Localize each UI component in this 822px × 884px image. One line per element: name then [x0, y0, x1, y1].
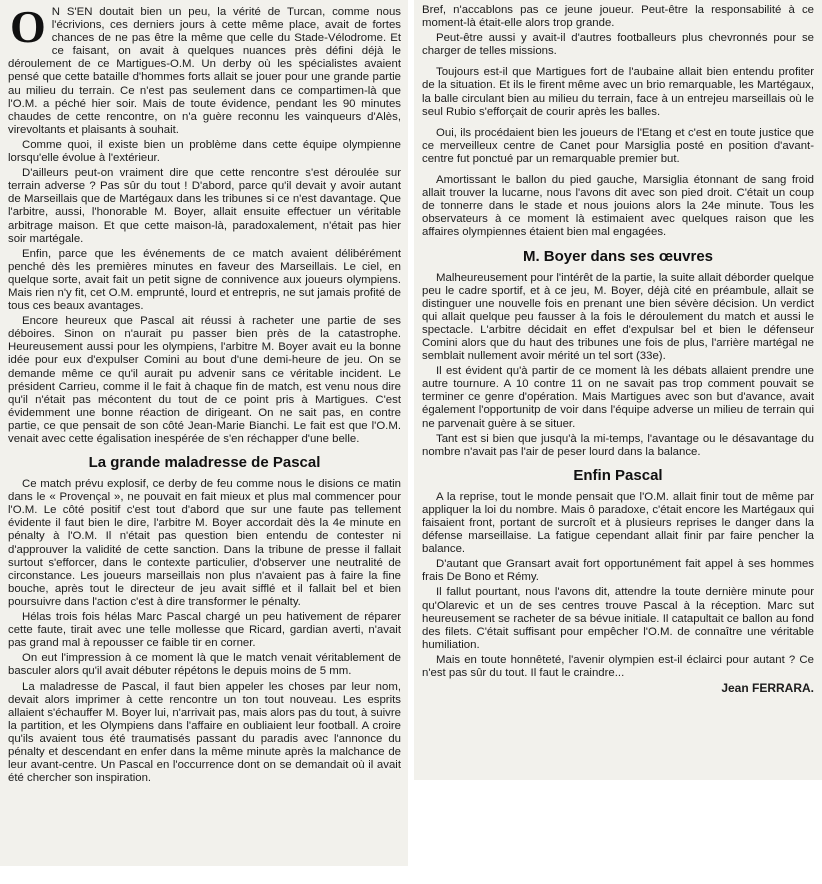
article-column-right	[414, 0, 822, 780]
section-heading: Enfin Pascal	[573, 466, 663, 484]
article-paragraph: A la reprise, tout le monde pensait que l'O.M. allait finir tout de même par appliquer la loi du nombre. Mais ô paradoxe, c'était encore les Martégaux qui faisaient front, portant de surcroît et à plusieurs reprises le danger dans la défense marseillaise. La fatigue cependant allait finir par faire pencher la balance.	[422, 490, 814, 556]
article-paragraph: Il fallut pourtant, nous l'avons dit, attendre la toute dernière minute pour qu'Olarevic et un de ses centres trouve Pascal à la réception. Marc sut heureusement se racheter de sa bévue initiale. Il catapultait ce ballon au fond des filets. C'était suffisant pour empêcher l'O.M. de connaître une véritable humiliation.	[422, 586, 814, 651]
article-paragraph: Enfin, parce que les événements de ce match avaient délibérément penché dès les premières minutes en faveur des Marseillais. Le ciel, en quelque sorte, avait fait un petit signe de connivence aux joueurs olympiens. Mais rien n'y fit, cet O.M. emprunté, lourd et entrepris, ne sut jamais profité de tous ces beaux avantages.	[8, 247, 401, 313]
article-paragraph: Comme quoi, il existe bien un problème dans cette équipe olympienne lorsqu'elle évolue à l'extérieur.	[8, 138, 401, 165]
paragraph-text: N S'EN doutait bien un peu, la vérité de Turcan, comme nous l'écrivions, ces derniers jours à cette même place, avait de fortes chances de ne pas être la même que celle du Stade-Vélodrome. Et ce faisant, on avait à quelques nuances près défini déjà le déroulement de ce Martigues-O.M. Un derby où les spécialistes avaient pensé que cette bataille d'hommes forts allait se jouer pour une grande partie au milieu du terrain. Ce n'est pas seulement dans ce compartimen-là que l'O.M. a péché hier soir. Mais de toute évidence, pendant les 90 minutes chaudes de cette rencontre, on n'a guère reconnu les vainqueurs d'Alès, virevoltants et plaisants à souhait.	[8, 6, 401, 136]
section-heading: La grande maladresse de Pascal	[88, 454, 321, 472]
article-paragraph: Tant est si bien que jusqu'à la mi-temps, l'avantage ou le désavantage du nombre n'avait pas l'air de peser lourd dans la balance.	[422, 432, 814, 458]
author-signature: Jean FERRARA.	[721, 681, 814, 696]
article-paragraph: D'ailleurs peut-on vraiment dire que cette rencontre s'est déroulée sur terrain adverse ? Pas sûr du tout ! D'abord, parce qu'il devait y avoir autant de Marseillais que de Martégaux dans les tribunes si ce n'est davantage. Que l'arbitre, aussi, l'honorable M. Boyer, allait ensuite effectuer un véritable arbitrage maison. Et que cette maison-là, paradoxalement, n'était pas hier soir martégale.	[8, 167, 401, 245]
article-paragraph: La maladresse de Pascal, il faut bien appeler les choses par leur nom, devait alors imprimer à cette rencontre un ton tout nouveau. Les esprits allaient s'échauffer M. Boyer lui, n'arrivait pas, mais alors pas du tout, à suivre la partition, et les Olympiens dans l'affaire en oubliaient leur football. A croire qu'ils avaient tous été traumatisés passant du paradis avec l'annonce du pénalty et descendant en enfer dans la même minute après la malchance de leur avant-centre. Un Pascal en l'occurrence dont on se demandait où il avait été chercher son inspiration.	[8, 680, 401, 785]
section-heading: M. Boyer dans ses œuvres	[522, 247, 714, 265]
article-paragraph: On eut l'impression à ce moment là que le match venait véritablement de basculer alors qu'il avait débuter répétons le depuis moins de 5 mm.	[8, 652, 401, 678]
article-paragraph: Hélas trois fois hélas Marc Pascal chargé un peu hativement de réparer cette faute, tirait avec une telle mollesse que Ricard, gardian averti, n'avait pas grand mal à repousser ce faible tir en corner.	[8, 611, 401, 650]
article-paragraph: Il est évident qu'à partir de ce moment là les débats allaient prendre une autre tournure. A 10 contre 11 on ne savait pas trop comment pouvait se terminer ce genre d'opération. Mais Martigues avec son but d'avance, avait également l'opportunitp de voir dans l'équipe adverse un milieu de terrain qui ne parvenait guère à se situer.	[422, 365, 814, 430]
article-paragraph: D'autant que Gransart avait fort opportunément fait appel à ses hommes frais De Bono et Rémy.	[422, 558, 814, 584]
article-paragraph: Ce match prévu explosif, ce derby de feu comme nous le disions ce matin dans le « Provençal », ne pouvait en fait mieux et plus mal commencer pour l'O.M. Le côté positif c'est tout d'abord que sur une faute pas tellement évidente il faut bien le dire, l'arbitre M. Boyer accordait dès la 4e minute en pénalty à l'O.M. Il n'était pas question bien entendu de contester ni d'approuver la validité de cette sanction. Dans la tribune de presse il fallait surtout s'efforcer, dans le contexte particulier, d'observer une neutralité de circonstance. Les joueurs marseillais non plus n'avaient pas à faire la fine bouche, après tout le directeur de jeu avait sifflé et il fallait bel et bien poursuivre dans l'action c'est à dire transformer le pénalty.	[8, 478, 401, 608]
article-paragraph: Peut-être aussi y avait-il d'autres footballeurs plus chevronnés pour se charger de telles missions.	[422, 32, 814, 58]
article-paragraph: Malheureusement pour l'intérêt de la partie, la suite allait déborder quelque peu le cadre sportif, et à ce jeu, M. Boyer, déjà cité en préambule, allait se distinguer une nouvelle fois en prenant une bien sévère décision. Un verdict qui allait quelque peu fausser à la fois le déroulement du match et aussi le spectacle. L'arbitre décidait en effet d'expulsar bel et bien le défenseur Comini alors que du haut des tribunes une fois de plus, l'arrière martégal ne semblait nullement avoir mérité un tel sort (33e).	[422, 271, 814, 363]
article-paragraph: Amortissant le ballon du pied gauche, Marsiglia étonnant de sang froid allait trouver la lucarne, nous l'avons dit avec son pied droit. C'était un coup de tonnerre dans le stade et nous jouions alors la 24e minute. Tous les observateurs à ce moment là estimaient avec quelques raison que les affaires olympiennes étaient bien mal engagées.	[422, 174, 814, 239]
article-paragraph: Mais en toute honnêteté, l'avenir olympien est-il éclairci pour autant ? Ce n'est pas sûr du tout. Il faut le craindre...	[422, 653, 814, 680]
article-paragraph: Toujours est-il que Martigues fort de l'aubaine allait bien entendu profiter de la situation. Et ils le firent même avec un brio remarquable, les Martégaux, la balle circulant bien au milieu du terrain, face à un entrejeu marseillais où le seul Rubio s'efforçait de courir après les balles.	[422, 66, 814, 118]
drop-cap: O	[10, 1, 46, 52]
article-paragraph: Oui, ils procédaient bien les joueurs de l'Etang et c'est en toute justice que ce merveilleux centre de Canet pour Marsiglia posté en position d'avant-centre fut ponctué par un remarquable premier but.	[422, 126, 814, 165]
article-column-left	[0, 0, 408, 866]
article-paragraph: Bref, n'accablons pas ce jeune joueur. Peut-être la responsabilité à ce moment-là était-elle alors trop grande.	[422, 4, 814, 30]
article-paragraph	[8, 1, 401, 137]
article-paragraph: Encore heureux que Pascal ait réussi à racheter une partie de ses déboires. Sinon on n'aurait pu passer bien près de la catastrophe. Heureusement aussi pour les olympiens, l'arbitre M. Boyer avait eu la bonne idée pour eux d'expulser Comini au bout d'une demi-heure de jeu. On se demande même ce qu'il aurait pu advenir sans ce véritable incident. Le président Carrieu, comme il le fait à chaque fin de match, est venu nous dire qu'il n'était pas mécontent du tout de ce point pris à Martigues. C'est évidemment une bonne réaction de dirigeant. On ne sait pas, en contre partie, ce que pensait de son côté Jean-Marie Bianchi. Le fait est que l'O.M. venait avec cette égalisation inespérée de s'en réchapper d'une belle.	[8, 315, 401, 445]
